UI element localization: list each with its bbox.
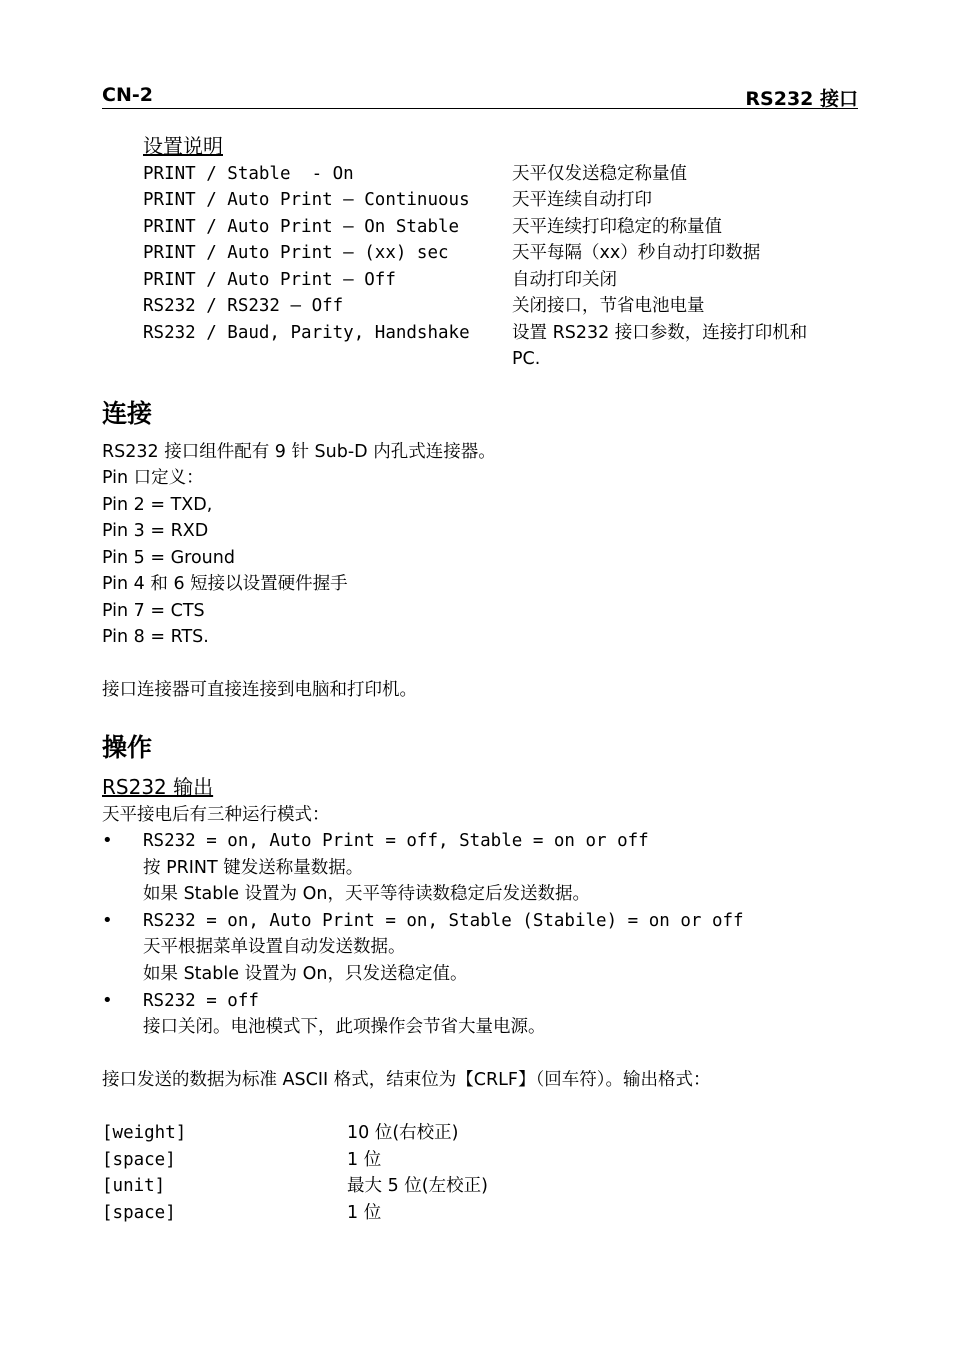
settings-value: 设置 RS232 接口参数，连接打印机和	[512, 323, 808, 343]
format-field: [space]	[102, 1203, 176, 1223]
settings-value: 自动打印关闭	[512, 270, 617, 290]
format-field: [unit]	[102, 1176, 166, 1196]
format-length: 1 位	[347, 1203, 382, 1223]
settings-key: PRINT / Stable - On	[143, 164, 354, 184]
page-header	[102, 84, 858, 109]
settings-key: PRINT / Auto Print – Off	[143, 270, 396, 290]
settings-value: 天平连续打印稳定的称量值	[512, 217, 722, 237]
format-length: 10 位(右校正)	[347, 1123, 459, 1143]
connect-line: Pin 5 = Ground	[102, 548, 235, 568]
settings-key: PRINT / Auto Print – (xx) sec	[143, 243, 449, 263]
operation-heading: 操作	[102, 733, 153, 762]
connect-line: Pin 7 = CTS	[102, 601, 205, 621]
settings-value-continuation: PC.	[512, 349, 541, 369]
operation-subtitle: RS232 输出	[102, 775, 214, 799]
bullet-head: RS232 = on, Auto Print = on, Stable (Stabile) = on or off	[143, 911, 744, 931]
header-section-name: RS232 接口	[745, 88, 858, 110]
settings-key: PRINT / Auto Print – Continuous	[143, 190, 470, 210]
connect-line: Pin 口定义：	[102, 468, 204, 488]
format-note: 接口发送的数据为标准 ASCII 格式，结束位为【CRLF】（回车符）。输出格式：	[102, 1070, 711, 1090]
format-length: 最大 5 位(左校正)	[347, 1176, 488, 1196]
connect-line: Pin 3 = RXD	[102, 521, 209, 541]
bullet-dot: •	[102, 990, 113, 1011]
connect-line: Pin 2 = TXD,	[102, 495, 213, 515]
settings-key: RS232 / Baud, Parity, Handshake	[143, 323, 470, 343]
settings-title: 设置说明	[143, 134, 223, 158]
format-field: [space]	[102, 1150, 176, 1170]
bullet-head: RS232 = off	[143, 991, 259, 1011]
bullet-line: 按 PRINT 键发送称量数据。	[143, 858, 364, 878]
header-page-code: CN-2	[102, 84, 153, 106]
bullet-line: 如果 Stable 设置为 On，天平等待读数稳定后发送数据。	[143, 884, 590, 904]
connect-line: RS232 接口组件配有 9 针 Sub-D 内孔式连接器。	[102, 442, 496, 462]
connect-heading: 连接	[102, 399, 153, 428]
settings-value: 天平连续自动打印	[512, 190, 652, 210]
connect-line: Pin 8 = RTS.	[102, 627, 209, 647]
settings-value: 关闭接口，节省电池电量	[512, 296, 705, 316]
settings-value: 天平每隔（xx）秒自动打印数据	[512, 243, 761, 263]
format-field: [weight]	[102, 1123, 187, 1143]
connect-note: 接口连接器可直接连接到电脑和打印机。	[102, 680, 417, 700]
operation-intro: 天平接电后有三种运行模式：	[102, 805, 330, 825]
format-length: 1 位	[347, 1150, 382, 1170]
bullet-line: 接口关闭。电池模式下，此项操作会节省大量电源。	[143, 1017, 546, 1037]
bullet-line: 天平根据菜单设置自动发送数据。	[143, 937, 406, 957]
bullet-dot: •	[102, 910, 113, 931]
bullet-head: RS232 = on, Auto Print = off, Stable = on or off	[143, 831, 649, 851]
bullet-line: 如果 Stable 设置为 On，只发送稳定值。	[143, 964, 468, 984]
bullet-dot: •	[102, 830, 113, 851]
settings-value: 天平仅发送稳定称量值	[512, 164, 687, 184]
connect-line: Pin 4 和 6 短接以设置硬件握手	[102, 574, 348, 594]
settings-key: RS232 / RS232 – Off	[143, 296, 344, 316]
settings-key: PRINT / Auto Print – On Stable	[143, 217, 460, 237]
